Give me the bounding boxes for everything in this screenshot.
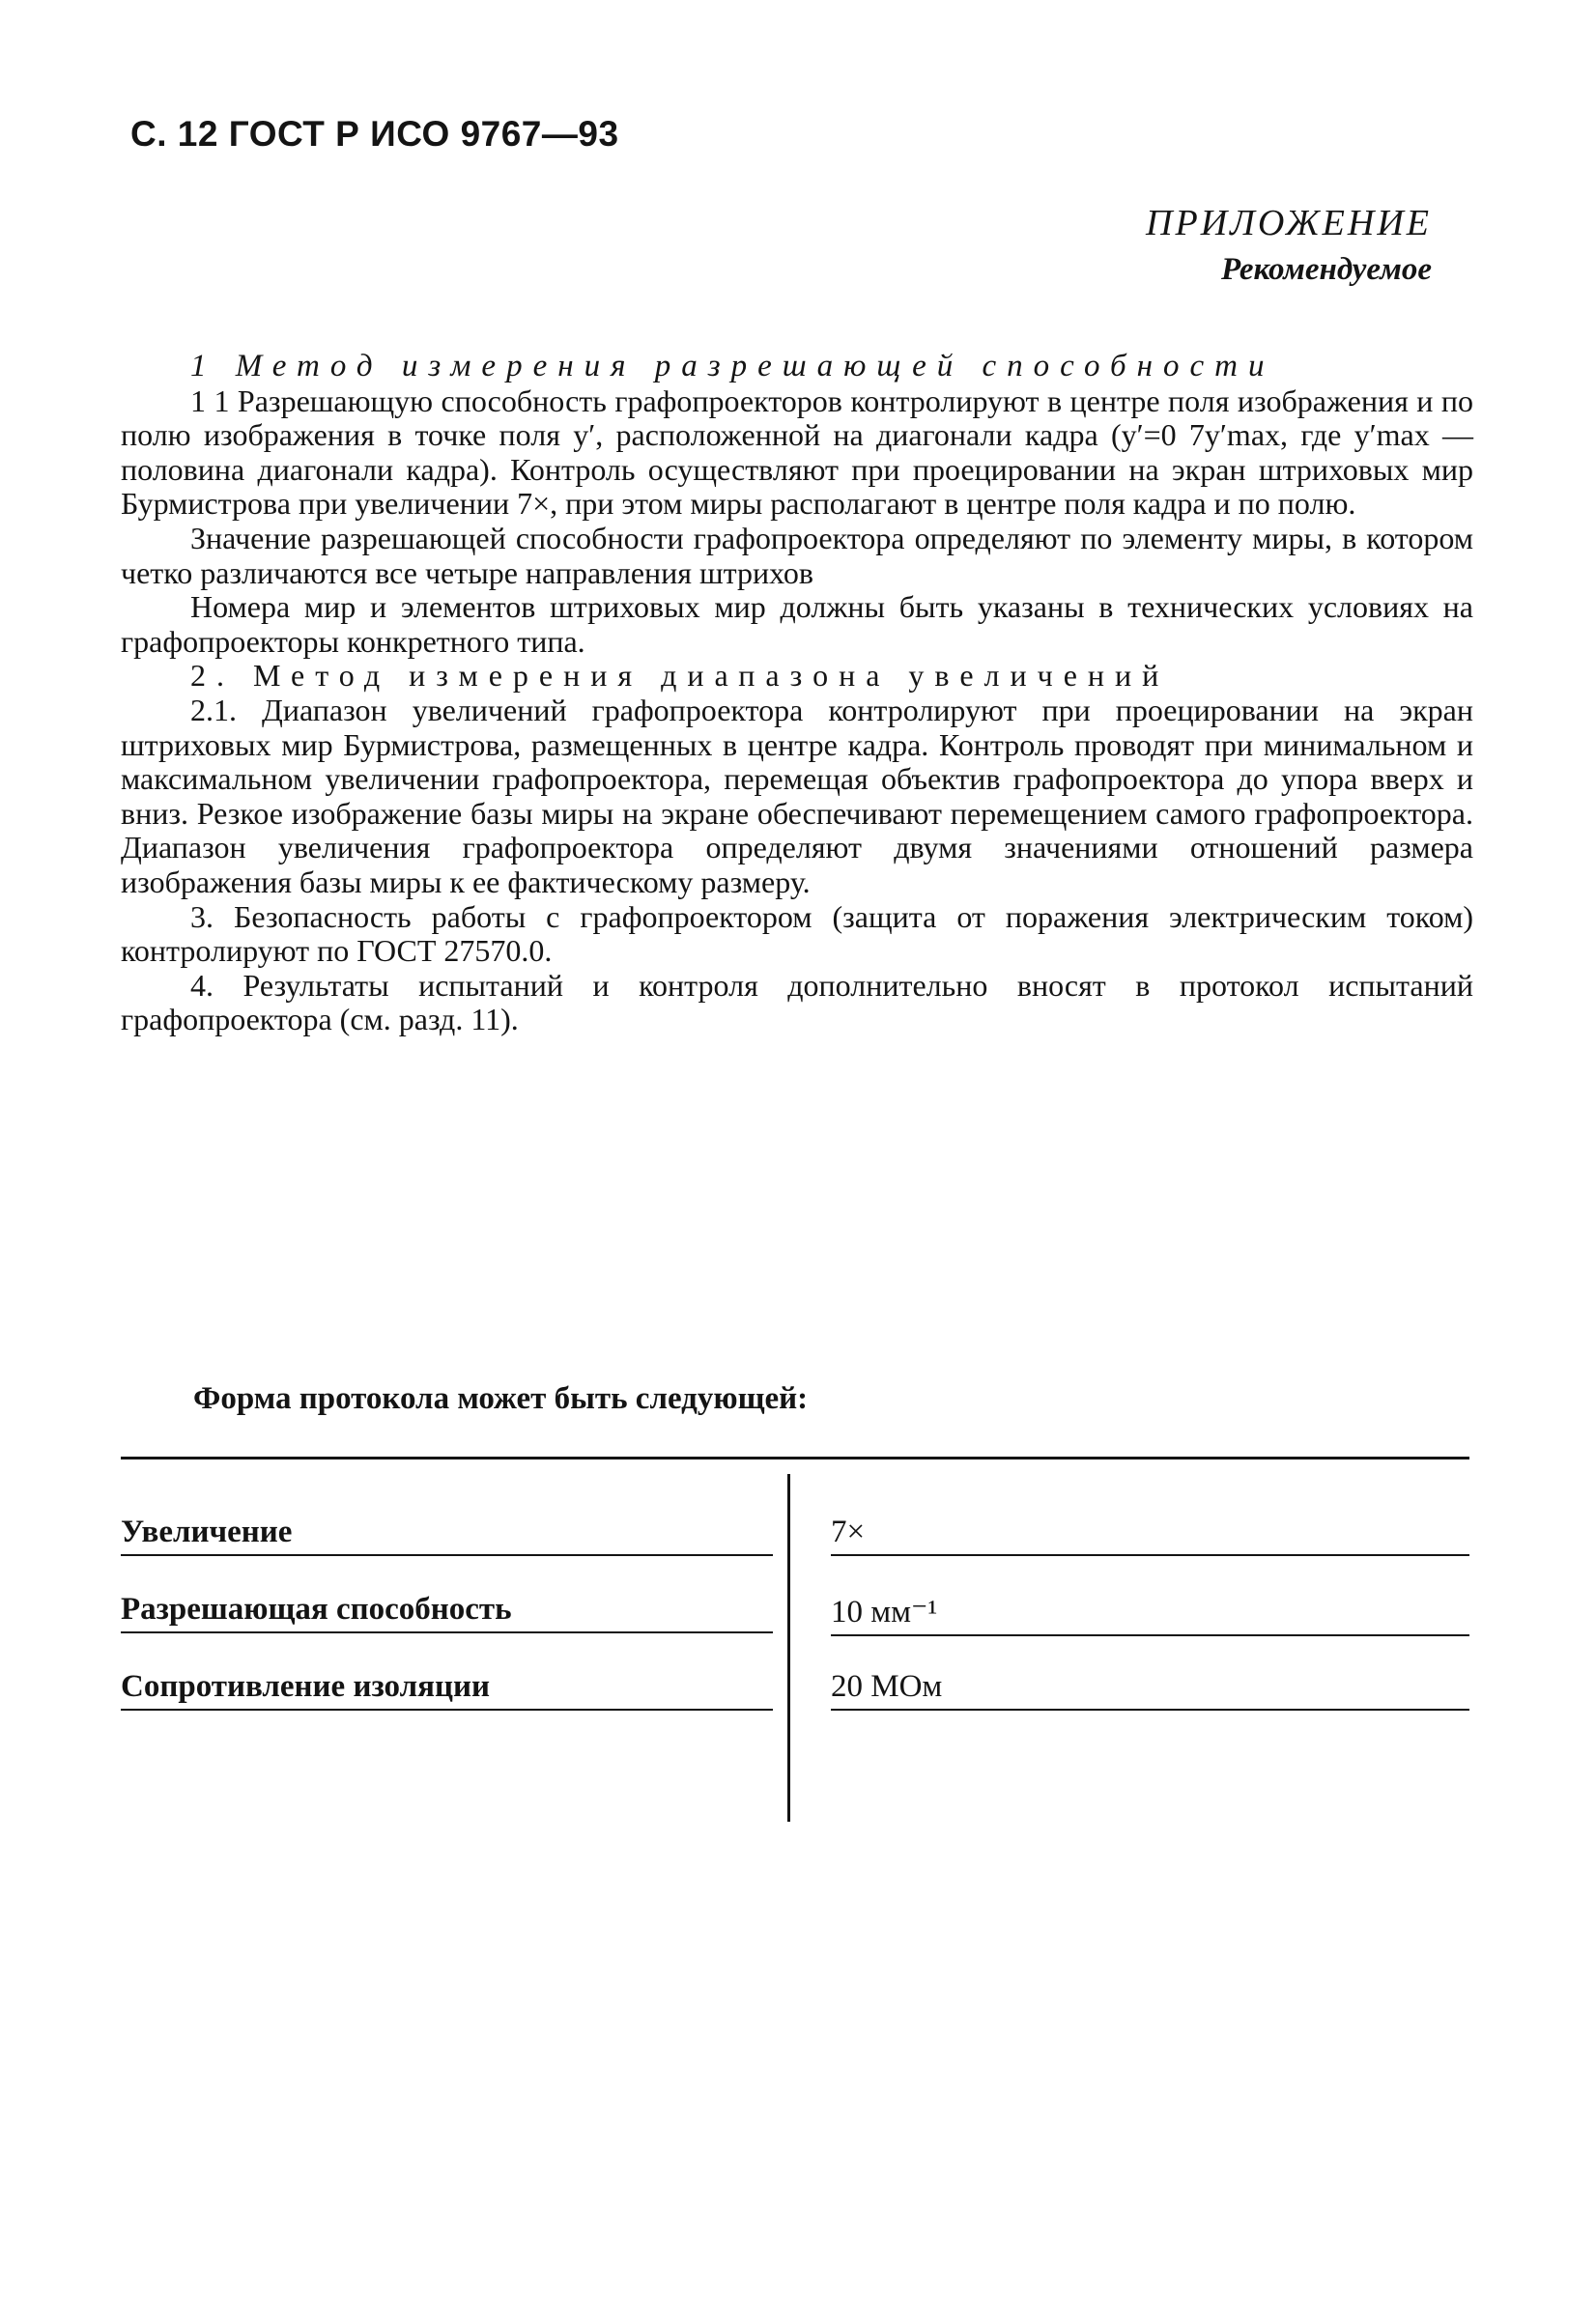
section-2-heading: 2. Метод измерения диапазона увеличений	[190, 658, 1170, 694]
section-3-paragraph: 3. Безопасность работы с графопроектором (защита от поражения электрическим током) контролируют по ГОСТ 27570.0.	[121, 898, 1473, 969]
section-1-paragraph-1: 1 1 Разрешающую способность графопроекторов контролируют в центре поля изображения и по полю изображения в точке поля y′, расположенной на диагонали кадра (y′=0 7y′max, где y′max — половина диагонали кадра). Контроль осуществляют при проецировании на экран штриховых мир Бурмистрова при увеличении 7×, при этом миры располагают в центре поля кадра и по полю.	[121, 383, 1473, 522]
protocol-form-table	[121, 1457, 1469, 1824]
section-2-paragraph-1: 2.1. Диапазон увеличений графопроектора контролируют при проецировании на экран штриховых мир Бурмистрова, размещенных в центре кадра. Контроль проводят при минимальном и максимальном увеличении графопроектора, перемещая объектив графопроектора до упора вверх и вниз. Резкое изображение базы миры на экране обеспечивают перемещением самого графопроектора. Диапазон увеличения графопроектора определяют двумя значениями отношений размера изображения базы миры к ее фактическому размеру.	[121, 692, 1473, 899]
section-1-paragraph-3: Номера мир и элементов штриховых мир должны быть указаны в технических условиях на графопроекторы конкретного типа.	[121, 589, 1473, 659]
section-4-paragraph: 4. Результаты испытаний и контроля дополнительно вносят в протокол испытаний графопроектора (см. разд. 11).	[121, 967, 1473, 1037]
appendix-block	[1146, 198, 1432, 291]
table-row-value: 7×	[831, 1515, 1469, 1556]
table-column-divider	[787, 1474, 790, 1822]
section-1-heading: 1 Метод измерения разрешающей способности	[190, 349, 1275, 383]
appendix-title: ПРИЛОЖЕНИЕ	[1146, 203, 1432, 243]
table-row-value: 10 мм⁻¹	[831, 1592, 1469, 1636]
form-intro: Форма протокола может быть следующей:	[193, 1381, 809, 1416]
section-1-paragraph-2: Значение разрешающей способности графопроектора определяют по элементу миры, в котором четко различаются все четыре направления штрихов	[121, 520, 1473, 590]
document-body	[121, 350, 1473, 1037]
table-row-label: Разрешающая способность	[121, 1592, 773, 1633]
table-row-label: Сопротивление изоляции	[121, 1669, 773, 1711]
table-row-value: 20 МОм	[831, 1669, 1469, 1711]
appendix-subtitle: Рекомендуемое	[1220, 252, 1432, 288]
table-row-label: Увеличение	[121, 1515, 773, 1556]
page-header: С. 12 ГОСТ Р ИСО 9767—93	[130, 114, 619, 154]
table-top-rule	[121, 1457, 1469, 1460]
